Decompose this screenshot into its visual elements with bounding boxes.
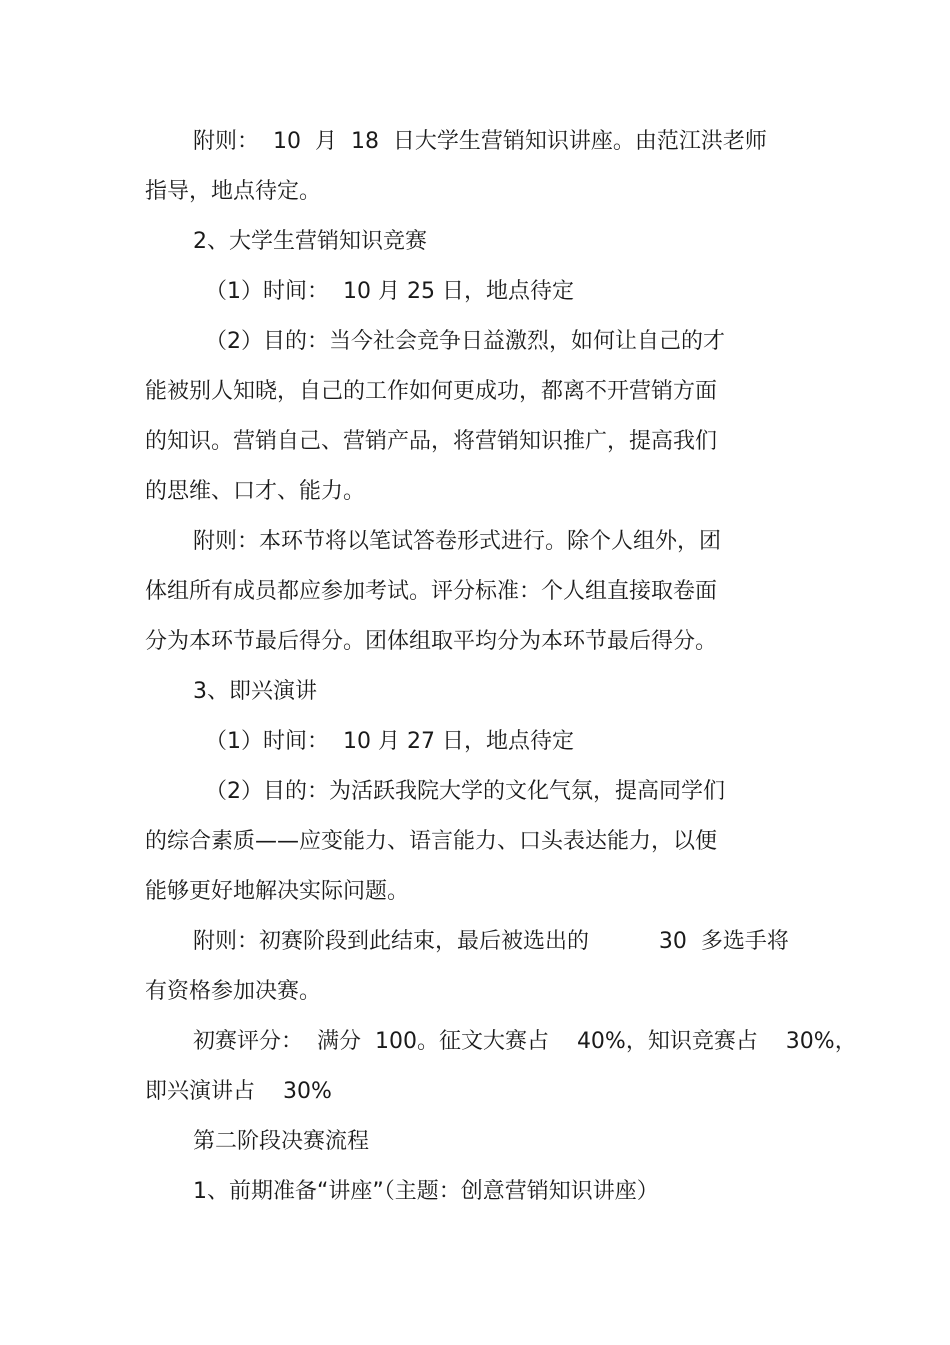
section-heading: 3、即兴演讲: [193, 679, 317, 704]
paragraph-line: 分为本环节最后得分。团体组取平均分为本环节最后得分。: [145, 629, 718, 654]
paragraph-line: 的知识。营销自己、营销产品，将营销知识推广，提高我们: [145, 429, 718, 454]
paragraph-line: 即兴演讲占 30%: [145, 1079, 332, 1104]
paragraph-line: 的思维、口才、能力。: [145, 479, 366, 504]
paragraph-line: 指导，地点待定。: [145, 179, 322, 204]
paragraph-line: （2）目的：为活跃我院大学的文化气氛，提高同学们: [205, 779, 725, 804]
paragraph-line: （1）时间： 10 月 25 日，地点待定: [205, 279, 574, 304]
paragraph-line: 初赛评分： 满分 100。征文大赛占 40%，知识竞赛占 30%，: [193, 1029, 857, 1054]
section-heading: 1、前期准备“讲座”（主题：创意营销知识讲座）: [193, 1179, 659, 1204]
paragraph-line: 有资格参加决赛。: [145, 979, 322, 1004]
paragraph-line: 能够更好地解决实际问题。: [145, 879, 410, 904]
paragraph-line: 附则：本环节将以笔试答卷形式进行。除个人组外，团: [193, 529, 722, 554]
paragraph-line: 附则：初赛阶段到此结束，最后被选出的 30 多选手将: [193, 929, 789, 954]
paragraph-line: 附则： 10 月 18 日大学生营销知识讲座。由范江洪老师: [193, 129, 767, 154]
section-heading: 第二阶段决赛流程: [193, 1129, 370, 1154]
paragraph-line: 的综合素质——应变能力、语言能力、口头表达能力，以便: [145, 829, 718, 854]
section-heading: 2、大学生营销知识竞赛: [193, 229, 427, 254]
paragraph-line: （2）目的：当今社会竞争日益激烈，如何让自己的才: [205, 329, 725, 354]
paragraph-line: （1）时间： 10 月 27 日，地点待定: [205, 729, 574, 754]
paragraph-line: 体组所有成员都应参加考试。评分标准：个人组直接取卷面: [145, 579, 718, 604]
paragraph-line: 能被别人知晓，自己的工作如何更成功，都离不开营销方面: [145, 379, 718, 404]
